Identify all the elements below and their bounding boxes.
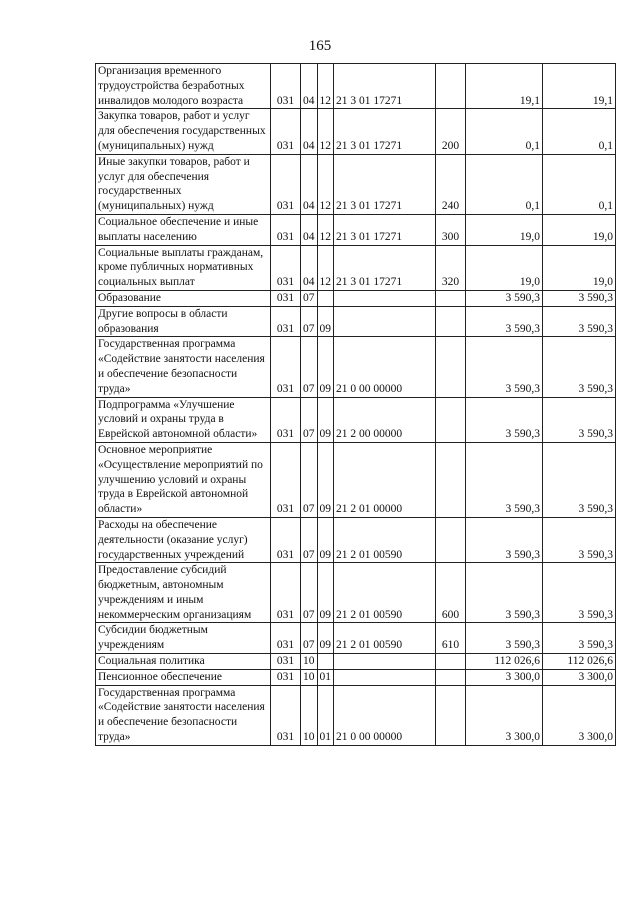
row-name-cell: Другие вопросы в области образования [96, 306, 271, 337]
table-row [96, 154, 616, 214]
table-row [96, 397, 616, 442]
row-amount-2-cell: 19,1 [543, 64, 616, 109]
table-row [96, 109, 616, 154]
row-expense-type-cell: 610 [436, 623, 466, 654]
row-target-article-cell: 21 3 01 17271 [334, 109, 436, 154]
row-expense-type-cell [436, 397, 466, 442]
row-amount-2-cell: 3 300,0 [543, 685, 616, 745]
row-target-article-cell: 21 2 01 00590 [334, 623, 436, 654]
row-target-article-cell [334, 654, 436, 670]
row-target-article-cell: 21 0 00 00000 [334, 337, 436, 397]
table-row [96, 685, 616, 745]
row-subsection-cell: 09 [317, 563, 334, 623]
row-ved-cell: 031 [271, 685, 301, 745]
row-section-cell: 10 [301, 685, 318, 745]
row-subsection-cell: 09 [317, 337, 334, 397]
row-name-cell: Основное мероприятие «Осуществление мероприятий по улучшению условий и охраны труда в Еврейской автономной области» [96, 442, 271, 517]
table-row [96, 563, 616, 623]
row-expense-type-cell [436, 64, 466, 109]
row-name-cell: Социальное обеспечение и иные выплаты населению [96, 214, 271, 245]
row-subsection-cell: 09 [317, 397, 334, 442]
row-section-cell: 07 [301, 442, 318, 517]
budget-table [95, 63, 616, 746]
row-expense-type-cell [436, 290, 466, 306]
row-name-cell: Пенсионное обеспечение [96, 669, 271, 685]
row-name-cell: Государственная программа «Содействие занятости населения и обеспечение безопасности труда» [96, 337, 271, 397]
row-amount-1-cell: 3 590,3 [466, 623, 543, 654]
row-subsection-cell: 09 [317, 306, 334, 337]
row-amount-2-cell: 112 026,6 [543, 654, 616, 670]
row-expense-type-cell: 240 [436, 154, 466, 214]
row-section-cell: 07 [301, 563, 318, 623]
row-name-cell: Расходы на обеспечение деятельности (оказание услуг) государственных учреждений [96, 517, 271, 562]
row-amount-2-cell: 3 590,3 [543, 442, 616, 517]
row-amount-2-cell: 3 590,3 [543, 623, 616, 654]
row-expense-type-cell: 300 [436, 214, 466, 245]
row-amount-1-cell: 3 590,3 [466, 517, 543, 562]
row-amount-1-cell: 19,0 [466, 214, 543, 245]
row-subsection-cell: 09 [317, 623, 334, 654]
row-amount-2-cell: 19,0 [543, 245, 616, 290]
row-name-cell: Субсидии бюджетным учреждениям [96, 623, 271, 654]
row-section-cell: 07 [301, 306, 318, 337]
row-amount-2-cell: 3 590,3 [543, 306, 616, 337]
table-row [96, 64, 616, 109]
row-expense-type-cell [436, 306, 466, 337]
row-ved-cell: 031 [271, 245, 301, 290]
row-section-cell: 04 [301, 154, 318, 214]
row-amount-1-cell: 3 590,3 [466, 337, 543, 397]
row-subsection-cell: 12 [317, 109, 334, 154]
row-target-article-cell [334, 306, 436, 337]
row-amount-1-cell: 3 300,0 [466, 669, 543, 685]
row-ved-cell: 031 [271, 669, 301, 685]
row-ved-cell: 031 [271, 64, 301, 109]
row-ved-cell: 031 [271, 306, 301, 337]
row-ved-cell: 031 [271, 563, 301, 623]
row-ved-cell: 031 [271, 623, 301, 654]
row-ved-cell: 031 [271, 397, 301, 442]
row-subsection-cell [317, 654, 334, 670]
row-amount-1-cell: 112 026,6 [466, 654, 543, 670]
row-name-cell: Подпрограмма «Улучшение условий и охраны труда в Еврейской автономной области» [96, 397, 271, 442]
row-amount-1-cell: 3 590,3 [466, 306, 543, 337]
row-expense-type-cell [436, 517, 466, 562]
row-expense-type-cell [436, 685, 466, 745]
row-target-article-cell: 21 2 01 00000 [334, 442, 436, 517]
row-expense-type-cell [436, 337, 466, 397]
row-ved-cell: 031 [271, 290, 301, 306]
row-target-article-cell: 21 2 01 00590 [334, 563, 436, 623]
row-amount-1-cell: 3 300,0 [466, 685, 543, 745]
row-expense-type-cell [436, 442, 466, 517]
row-section-cell: 04 [301, 245, 318, 290]
table-row [96, 669, 616, 685]
row-name-cell: Организация временного трудоустройства безработных инвалидов молодого возраста [96, 64, 271, 109]
table-row [96, 442, 616, 517]
row-amount-2-cell: 0,1 [543, 109, 616, 154]
table-row [96, 306, 616, 337]
row-subsection-cell: 01 [317, 685, 334, 745]
row-target-article-cell [334, 290, 436, 306]
row-target-article-cell [334, 669, 436, 685]
row-amount-2-cell: 3 300,0 [543, 669, 616, 685]
row-ved-cell: 031 [271, 214, 301, 245]
row-section-cell: 04 [301, 214, 318, 245]
row-section-cell: 07 [301, 397, 318, 442]
row-section-cell: 10 [301, 669, 318, 685]
row-amount-2-cell: 3 590,3 [543, 517, 616, 562]
row-expense-type-cell [436, 654, 466, 670]
row-section-cell: 07 [301, 290, 318, 306]
row-amount-2-cell: 3 590,3 [543, 397, 616, 442]
row-target-article-cell: 21 3 01 17271 [334, 245, 436, 290]
row-amount-1-cell: 19,0 [466, 245, 543, 290]
row-subsection-cell: 09 [317, 517, 334, 562]
row-subsection-cell: 12 [317, 154, 334, 214]
row-amount-2-cell: 3 590,3 [543, 563, 616, 623]
row-subsection-cell: 01 [317, 669, 334, 685]
table-row [96, 245, 616, 290]
row-name-cell: Предоставление субсидий бюджетным, автономным учреждениям и иным некоммерческим организациям [96, 563, 271, 623]
row-subsection-cell [317, 290, 334, 306]
row-ved-cell: 031 [271, 109, 301, 154]
row-name-cell: Образование [96, 290, 271, 306]
row-name-cell: Социальная политика [96, 654, 271, 670]
row-target-article-cell: 21 0 00 00000 [334, 685, 436, 745]
row-name-cell: Социальные выплаты гражданам, кроме публичных нормативных социальных выплат [96, 245, 271, 290]
row-amount-1-cell: 3 590,3 [466, 563, 543, 623]
row-subsection-cell: 09 [317, 442, 334, 517]
row-section-cell: 10 [301, 654, 318, 670]
row-section-cell: 07 [301, 337, 318, 397]
row-ved-cell: 031 [271, 442, 301, 517]
row-subsection-cell: 12 [317, 214, 334, 245]
row-ved-cell: 031 [271, 517, 301, 562]
table-row [96, 623, 616, 654]
row-target-article-cell: 21 3 01 17271 [334, 214, 436, 245]
row-target-article-cell: 21 3 01 17271 [334, 64, 436, 109]
row-ved-cell: 031 [271, 154, 301, 214]
row-section-cell: 04 [301, 109, 318, 154]
row-amount-1-cell: 19,1 [466, 64, 543, 109]
row-target-article-cell: 21 3 01 17271 [334, 154, 436, 214]
row-target-article-cell: 21 2 00 00000 [334, 397, 436, 442]
row-amount-2-cell: 3 590,3 [543, 290, 616, 306]
row-amount-2-cell: 19,0 [543, 214, 616, 245]
row-subsection-cell: 12 [317, 245, 334, 290]
row-amount-1-cell: 0,1 [466, 109, 543, 154]
row-name-cell: Государственная программа «Содействие занятости населения и обеспечение безопасности труда» [96, 685, 271, 745]
row-expense-type-cell: 320 [436, 245, 466, 290]
row-ved-cell: 031 [271, 654, 301, 670]
row-amount-1-cell: 3 590,3 [466, 397, 543, 442]
row-expense-type-cell: 600 [436, 563, 466, 623]
row-section-cell: 04 [301, 64, 318, 109]
row-subsection-cell: 12 [317, 64, 334, 109]
row-amount-1-cell: 3 590,3 [466, 442, 543, 517]
row-amount-2-cell: 3 590,3 [543, 337, 616, 397]
row-amount-1-cell: 0,1 [466, 154, 543, 214]
page-number: 165 [308, 38, 332, 54]
row-expense-type-cell [436, 669, 466, 685]
row-ved-cell: 031 [271, 337, 301, 397]
table-row [96, 337, 616, 397]
row-target-article-cell: 21 2 01 00590 [334, 517, 436, 562]
row-expense-type-cell: 200 [436, 109, 466, 154]
table-row [96, 654, 616, 670]
row-section-cell: 07 [301, 517, 318, 562]
row-section-cell: 07 [301, 623, 318, 654]
row-name-cell: Иные закупки товаров, работ и услуг для обеспечения государственных (муниципальных) нужд [96, 154, 271, 214]
table-row [96, 290, 616, 306]
table-row [96, 214, 616, 245]
table-row [96, 517, 616, 562]
row-amount-2-cell: 0,1 [543, 154, 616, 214]
row-name-cell: Закупка товаров, работ и услуг для обеспечения государственных (муниципальных) нужд [96, 109, 271, 154]
row-amount-1-cell: 3 590,3 [466, 290, 543, 306]
